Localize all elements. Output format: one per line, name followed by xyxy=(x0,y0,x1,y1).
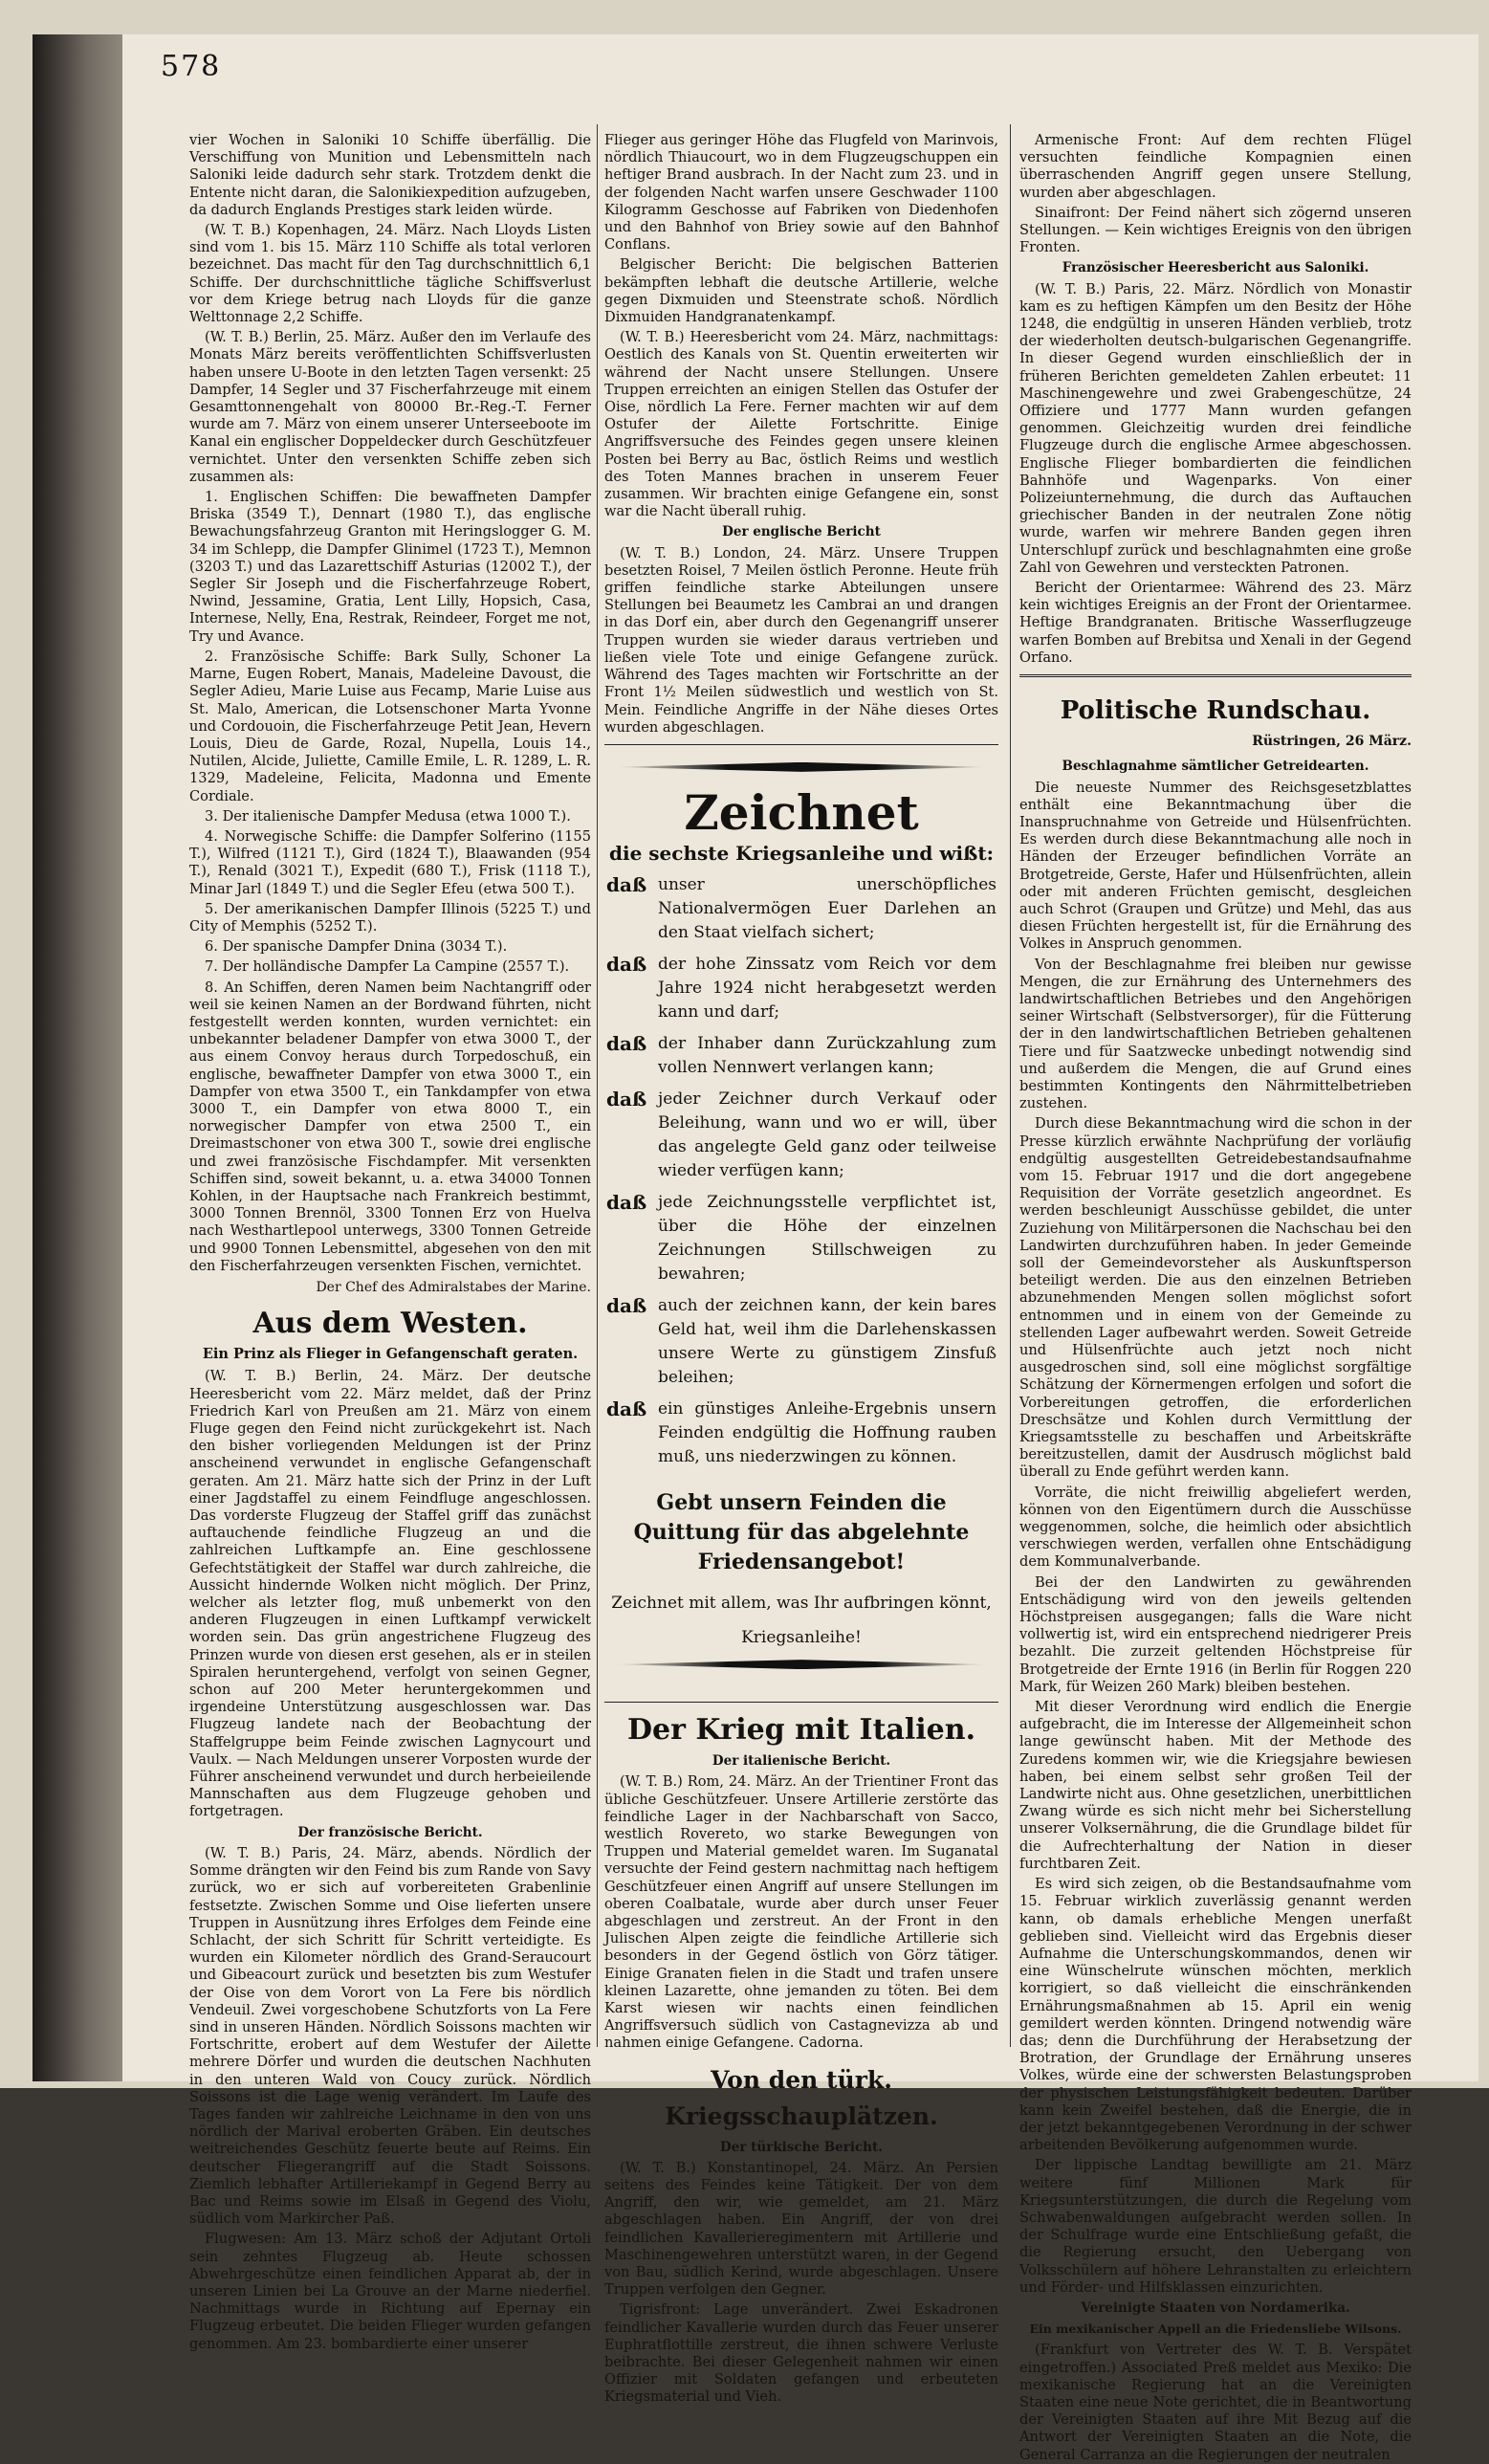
ad-point-text: der hohe Zinssatz vom Reich vor dem Jahre 1924 nicht herabgesetzt werden kann und darf; xyxy=(658,955,996,1023)
article-paragraph: 5. Der amerikanischen Dampfer Illinois (5225 T.) und City of Memphis (5252 T.). xyxy=(189,900,591,935)
article-paragraph: 8. An Schiffen, deren Namen beim Nachtangriff oder weil sie keinen Namen an der Bordwand führten, nicht festgestellt werden konnten, wurden vernichtet: ein unbekannter beladener Dampfer von etwa 3000 T., der aus einem Convoy heraus durch Torpedoschuß, ein englische, bewaffneter Dampfer von etwa 3000 T., ein Dampfer von etwa 3500 T., ein Tankdampfer von etwa 3000 T., ein Dampfer von etwa 8000 T., ein norwegischer Dampfer von etwa 2500 T., ein Dreimastschoner von etwa 300 T., sowie drei englische und zwei französische Fischdampfer. Mit versenkten Schiffen sind, soweit bekannt, u. a. etwa 34000 Tonnen Kohlen, in der Hauptsache nach Frankreich bestimmt, 3000 Tonnen Brennöl, 3300 Tonnen Erz von Huelva nach Westhartlepool unterwegs, 3300 Tonnen Getreide und 9900 Tonnen Lebensmittel, abgesehen von den mit den Fischerfahrzeugen versenkten Fischen, vernichtet. xyxy=(189,979,591,1274)
article-paragraph: 1. Englischen Schiffen: Die bewaffneten Dampfer Briska (3549 T.), Dennart (1980 T.), das englische Bewachungsfahrzeug Granton mit Heringslogger G. M. 34 im Schlepp, die Dampfer Glinimel (1723 T.), Memnon (3203 T.) und das Lazarettschiff Asturias (12002 T.), der Segler Sir Joseph und die Fischerfahrzeuge Robert, Nwind, Jessamine, Gratia, Lent Lilly, Hopsich, Casa, Internese, Nelly, Ena, Restrak, Reindeer, Forget me not, Try und Avance. xyxy=(189,489,591,645)
article-paragraph: 6. Der spanische Dampfer Dnina (3034 T.). xyxy=(205,938,508,956)
article-paragraph: Von der Beschlagnahme frei bleiben nur gewisse Mengen, die zur Ernährung des Unternehmers des landwirtschaftlichen Betriebes und den Angehörigen seiner Wirtschaft (Selbstversorger), für die Fütterung der in den landwirtschaftlichen Betrieben gehaltenen Tiere und für Saatzwecke unbedingt notwendig sind und außerdem die Mengen, die auf Grund eines bestimmten Kontingents den Nährmittelbetrieben zustehen. xyxy=(1019,956,1412,1112)
article-paragraph: (W. T. B.) Berlin, 25. März. Außer den im Verlaufe des Monats März bereits veröffentlichten Schiffsverlusten haben unsere U-Boote in den letzten Tagen versenkt: 25 Dampfer, 14 Segler und 37 Fischerfahrzeuge mit einem Gesamttonnengehalt von 80000 Br.-Reg.-T. Ferner wurde am 7. März von einem unserer Unterseeboote im Kanal ein englischer Doppeldecker durch Geschützfeuer vernichtet. Unter den versenkten Schiffe zeben sich zusammen als: xyxy=(189,329,591,485)
article-paragraph: 4. Norwegische Schiffe: die Dampfer Solferino (1155 T.), Wilfred (1121 T.), Gird (1824 T.), Blaawanden (954 T.), Renald (3021 T.), Expedit (680 T.), Frisk (1118 T.), Minar Jarl (1849 T.) und die Segler Efeu (etwa 500 T.). xyxy=(189,827,591,897)
column-1 xyxy=(189,132,592,2352)
section-heading: Aus dem Westen. xyxy=(252,1307,528,1341)
war-bond-advertisement xyxy=(604,744,998,1703)
column-3 xyxy=(1019,132,1412,2463)
article-paragraph: Flugwesen: Am 13. März schoß der Adjutant Ortoli sein zehntes Flugzeug ab. Heute schossen Abwehrgeschütze einen feindlichen Apparat ab, der in unseren Linien bei La Grouve an der Marne niederfiel. Nachmittags wurde in Richtung auf Epernay ein Flugzeug erbeutet. Die beiden Flieger wurden gefangen genommen. Am 23. bombardierte einer unserer xyxy=(189,2231,591,2352)
article-paragraph: Bericht der Orientarmee: Während des 23. März kein wichtiges Ereignis an der Front der Orientarmee. Heftige Brandgranaten. Britische Wasserflugzeuge warfen Bomben auf Brebitsa und Xenali in der Gegend Orfano. xyxy=(1019,580,1412,666)
ad-point xyxy=(606,1397,996,1469)
article-paragraph: 2. Französische Schiffe: Bark Sully, Schoner La Marne, Eugen Robert, Manais, Madeleine Davoust, die Segler Adieu, Marie Luise aus Fecamp, Marie Luise aus St. Malo, American, die Lotsenschoner Marta Yvonne und Cordouoin, die Fischerfahrzeuge Petit Jean, Hevern Louis, Dieu de Garde, Rozal, Nupella, Louis 14., Nutilen, Alcide, Juliette, Camille Emile, L. R. 1289, L. R. 1329, Madeleine, Felicita, Madonna und Emente Cordiale. xyxy=(189,648,591,804)
section-heading: Der Krieg mit Italien. xyxy=(626,1713,976,1748)
article-paragraph: (W. T. B.) Rom, 24. März. An der Trientiner Front das übliche Geschützfeuer. Unsere Artillerie zerstörte das feindliche Lager in der Nachbarschaft von Sacco, westlich Rovereto, wo starke Bewegungen von Truppen und Material gemeldet waren. Im Suganatal versuchte der Feind gestern nachmittag nach heftigem Geschützfeuer einen Angriff auf unsere Stellungen im oberen Coalbatale, wurde aber durch unser Feuer abgeschlagen und zerstreut. An der Front in den Julischen Alpen zeigte die feindliche Artillerie sich besonders in der Gegend östlich von Görz tätiger. Einige Granaten fielen in die Stadt und trafen unsere kleinen Lazarette, ohne jemanden zu töten. Bei dem Karst wiesen wir nachts einen feindlichen Angriffsversuch südlich von Castagnevizza ab und nahmen einige Gefangene. Cadorna. xyxy=(604,1773,998,2052)
article-paragraph: vier Wochen in Saloniki 10 Schiffe überfällig. Die Verschiffung von Munition und Lebensmitteln nach Saloniki leide dadurch sehr stark. Trotzdem denkt die Entente nicht daran, die Salonikiexpedition aufzugeben, da dadurch Englands Prestiges stark leiden würde. xyxy=(189,132,591,218)
article-paragraph: (W. T. B.) Kopenhagen, 24. März. Nach Lloyds Listen sind vom 1. bis 15. März 110 Schiffe als total verloren bezeichnet. Das macht für den Tag durchschnittlich 6,1 Schiffe. Der durchschnittliche tägliche Schiffsverlust vor dem Kriege betrug nach Lloyds für die ganze Welttonnage 2,2 Schiffe. xyxy=(189,222,591,326)
ad-dass: daß xyxy=(606,1191,647,1215)
ad-dass: daß xyxy=(606,1088,647,1111)
signature: Der Chef des Admiralstabes der Marine. xyxy=(316,1280,591,1295)
page-number: 578 xyxy=(161,50,222,83)
ad-point xyxy=(606,953,996,1024)
column-2 xyxy=(604,132,998,2406)
ad-title: Zeichnet xyxy=(684,783,919,841)
ad-dass: daß xyxy=(606,1294,647,1318)
ad-point xyxy=(606,1294,996,1390)
ad-point-text: jeder Zeichner durch Verkauf oder Beleihung, wann und wo er will, über das angelegte Geld ganz oder teilweise wieder verfügen kann; xyxy=(658,1089,996,1181)
article-subheading: Beschlagnahme sämtlicher Getreidearten. xyxy=(1062,759,1369,775)
article-paragraph: 3. Der italienische Dampfer Medusa (etwa 1000 T.). xyxy=(205,807,571,825)
ad-footer-line: Kriegsanleihe! xyxy=(741,1628,862,1648)
section-heading: Politische Rundschau. xyxy=(1060,696,1371,726)
article-paragraph: (W. T. B.) London, 24. März. Unsere Truppen besetzten Roisel, 7 Meilen östlich Peronne. Heute früh griffen feindliche starke Abteilungen unsere Stellungen bei Beaumetz les Cambrai an und drangen in das Dorf ein, aber durch den Gegenangriff unserer Truppen wurden sie wieder daraus vertrieben und ließen viele Tote und einige Gefangene zurück. Während des Tages machten wir Fortschritte an der Front 1½ Meilen südwestlich und westlich von St. Mein. Feindliche Angriffe in der Nähe dieses Ortes wurden abgeschlagen. xyxy=(604,544,998,736)
article-paragraph: Flieger aus geringer Höhe das Flugfeld von Marinvois, nördlich Thiaucourt, wo in dem Flugzeugschuppen ein heftiger Brand ausbrach. In der Nacht zum 23. und in der folgenden Nacht warfen unsere Geschwader 1100 Kilogramm Geschosse auf Fabriken von Diedenhofen und den Bahnhof von Briey sowie auf den Bahnhof Conflans. xyxy=(604,132,998,253)
article-subheading: Ein Prinz als Flieger in Gefangenschaft geraten. xyxy=(202,1346,579,1363)
ad-footer-line: Zeichnet mit allem, was Ihr aufbringen könnt, xyxy=(611,1594,992,1614)
article-paragraph: Belgischer Bericht: Die belgischen Batterien bekämpften lebhaft die deutsche Artillerie, welche gegen Dixmuiden und Steenstrate schoß. Nördlich Dixmuiden Handgranatenkampf. xyxy=(604,256,998,326)
article-subheading: Der französische Bericht. xyxy=(297,1824,483,1840)
article-paragraph: (W. T. B.) Konstantinopel, 24. März. An Persien seitens des Feindes keine Tätigkeit. Der von dem Angriff, den wir, wie gemeldet, am 21. März abgeschlagen haben. Ein Angriff, der von drei feindlichen Kavallerieregimentern mit Artillerie und Maschinengewehren unterstützt waren, in der Gegend von Bau, südlich Kerind, wurde abgeschlagen. Unsere Truppen verfolgen den Gegner. xyxy=(604,2159,998,2299)
section-heading: Von den türk. Kriegsschauplätzen. xyxy=(665,2065,938,2130)
article-subheading: Ein mexikanischer Appell an die Friedensliebe Wilsons. xyxy=(1029,2321,1402,2337)
ad-dass: daß xyxy=(606,1397,647,1421)
ad-point xyxy=(606,1088,996,1183)
ad-dass: daß xyxy=(606,873,647,897)
ad-dass: daß xyxy=(606,953,647,977)
politics-section xyxy=(1019,674,1412,2464)
article-paragraph: Durch diese Bekanntmachung wird die schon in der Presse kürzlich erwähnte Nachprüfung der vorläufig endgültig ausgestellten Getreidebestandsaufnahme vom 15. Februar 1917 und die dort angegebene Requisition der Vorräte gesetzlich angeordnet. Es werden beschleunigt Ausschüsse gebildet, die unter Zuziehung von Militärpersonen die Nachschau bei den Landwirten durchzuführen haben. In jeder Gemeinde soll der Gemeindevorsteher als Auskunftsperson beteiligt werden. Die aus den einzelnen Betrieben abzunehmenden Mengen sollen möglichst sofort entnommen und in einem von der Gemeinde zu stellenden Lager aufbewahrt werden. Soweit Getreide und Hülsenfrüchte auch jetzt noch nicht ausgedroschen sind, soll eine möglichst sorgfältige Schätzung der Körnermengen erfolgen und sofort die Vorbereitungen getroffen, die erforderlichen Dreschsätze und Kohlen durch Vermittlung der Kriegsamtsstelle zu beschaffen und Arbeitskräfte bereitzustellen, damit der Ausdrusch möglichst bald überall zu Ende geführt werden kann. xyxy=(1019,1115,1412,1481)
ad-dass: daß xyxy=(606,1032,647,1056)
article-subheading: Französischer Heeresbericht aus Saloniki. xyxy=(1062,260,1369,276)
column-rule xyxy=(1010,124,1011,2047)
article-paragraph: (W. T. B.) Berlin, 24. März. Der deutsche Heeresbericht vom 22. März meldet, daß der Prinz Friedrich Karl von Preußen am 21. März von einem Fluge gegen den Feind nicht zurückgekehrt ist. Nach den bisher vorliegenden Meldungen ist der Prinz anscheinend verwundet in englische Gefangenschaft geraten. Am 21. März hatte sich der Prinz in der Luft einer Jagdstaffel zu einem Feindfluge angeschlossen. Das vorderste Flugzeug der Staffel griff das zunächst auftauchende feindliche Flugzeug an und die zahlreichen Luftkampfe an. Eine geschlossene Gefechtstätigkeit der Staffel war durch zahlreiche, die Aussicht hindernde Wolken nicht möglich. Der Prinz, welcher als letzter flog, muß unbemerkt von den anderen Flugzeugen in einen Luftkampf verwickelt worden sein. Das grün angestrichene Flugzeug des Prinzen wurde von diesen erst gesehen, als er in steilen Spiralen heruntergehend, verfolgt von seinen Gegner, schon auf 200 Meter heruntergekommen und irgendeine Unterstützung ausgeschlossen war. Das Flugzeug landete nach der Beobachtung der Staffelgruppe beim Feinde zwischen Lagnycourt und Vaulx. — Nach Meldungen unserer Vorposten wurde der Führer anscheinend verwundet und durch herbeieilende Mannschaften aus dem Flugzeuge gehoben und fortgetragen. xyxy=(189,1368,592,1820)
article-paragraph: (W. T. B.) Paris, 22. März. Nördlich von Monastir kam es zu heftigen Kämpfen um den Besitz der Höhe 1248, die endgültig in unseren Händen verblieb, trotz der wiederholten deutsch-bulgarischen Gegenangriffe. In dieser Gegend wurden einschließlich der in früheren Berichten gemeldeten Zahlen erbeutet: 11 Maschinengewehre und zwei Grabengeschütze, 24 Offiziere und 1777 Mann wurden gefangen genommen. Gleichzeitig wurden drei feindliche Flugzeuge durch die englische Armee abgeschossen. Englische Flieger bombardierten die feindlichen Bahnhöfe und Wagenparks. Von einer Polizeiunternehmung, die durch das Auftauchen griechischer Banden in der neutralen Zone nötig wurde, warfen wir mehrere Banden gegen ihren Unterschlupf zurück und beschlagnahmten eine große Zahl von Gewehren und versteckten Patronen. xyxy=(1019,280,1412,576)
ad-point xyxy=(606,1032,996,1080)
article-subheading: Der englische Bericht xyxy=(722,524,881,540)
article-subheading: Vereinigte Staaten von Nordamerika. xyxy=(1081,2299,1350,2316)
ad-point xyxy=(606,873,996,945)
ad-point xyxy=(606,1191,996,1287)
ad-point-text: der Inhaber dann Zurückzahlung zum vollen Nennwert verlangen kann; xyxy=(658,1034,996,1078)
article-subheading: Der italienische Bericht. xyxy=(712,1753,891,1770)
article-paragraph: Bei der den Landwirten zu gewährenden Entschädigung wird von den jeweils geltenden Höchstpreisen ausgegangen; falls die Ware nicht vollwertig ist, wird ein entsprechend niedrigerer Preis bezahlt. Die zurzeit geltenden Höchstpreise für Brotgetreide der Ernte 1916 (in Berlin für Roggen 220 Mark, für Weizen 260 Mark) bleiben bestehen. xyxy=(1019,1573,1412,1695)
dateline: Rüstringen, 26 März. xyxy=(1252,734,1412,750)
article-paragraph: Die neueste Nummer des Reichsgesetzblattes enthält eine Bekanntmachung über die Inanspruchnahme von Getreide und Hülsenfrüchten. Es werden durch diese Bekanntmachung alle noch in Händen der Erzeuger befindlichen Vorräte an Brotgetreide, Gerste, Hafer und Hülsenfrüchten, allein oder mit anderen Früchten gemischt, desgleichen auch Schrot (Graupen und Grütze) und Mehl, das aus diesen Früchten hergestellt ist, für die Ernährung des Volkes in Anspruch genommen. xyxy=(1019,779,1412,953)
ornament-divider xyxy=(615,762,988,772)
article-paragraph: Vorräte, die nicht freiwillig abgeliefert werden, können von den Eigentümern durch die Ausschüsse weggenommen, solche, die heimlich oder absichtlich verschwiegen werden, verfallen ohne Entschädigung dem Kommunalverbande. xyxy=(1019,1484,1412,1571)
ad-point-text: auch der zeichnen kann, der kein bares Geld hat, weil ihm die Darlehenskassen unsere Werte zu günstigem Zinsfuß beleihen; xyxy=(658,1296,996,1388)
ad-call-to-action: Gebt unsern Feinden die Quittung für das abgelehnte Friedensangebot! xyxy=(633,1490,970,1575)
article-paragraph: Tigrisfront: Lage unverändert. Zwei Eskadronen feindlicher Kavallerie wurden durch das Feuer unserer Euphratflottille zerstreut, die ihnen schwere Verluste beibrachte. Bei dieser Gelegenheit nahmen wir einen Offizier mit Soldaten gefangen und erbeuteten Kriegsmaterial und Vieh. xyxy=(604,2301,998,2406)
ornament-divider xyxy=(615,1660,988,1669)
article-subheading: Der türkische Bericht. xyxy=(720,2139,883,2155)
article-paragraph: (W. T. B.) Heeresbericht vom 24. März, nachmittags: Oestlich des Kanals von St. Quentin erweiterten wir während der Nacht unsere Stellungen. Unsere Truppen erreichten an einigen Stellen das Ostufer der Oise, nördlich La Fere. Ferner machten wir auf dem Ostufer der Ailette Fortschritte. Einige Angriffsversuche des Feindes gegen unsere kleinen Posten bei Berry au Bac, östlich Reims und westlich des Toten Mannes brachen in unserem Feuer zusammen. Wir brachten einige Gefangene ein, sonst war die Nacht überall ruhig. xyxy=(604,329,998,520)
article-paragraph: 7. Der holländische Dampfer La Campine (2557 T.). xyxy=(205,958,570,976)
ad-point-text: ein günstiges Anleihe-Ergebnis unsern Feinden endgültig die Hoffnung rauben muß, uns niederzwingen zu können. xyxy=(658,1399,996,1467)
article-paragraph: Armenische Front: Auf dem rechten Flügel versuchten feindliche Kompagnien einen überraschenden Angriff gegen unsere Stellung, wurden aber abgeschlagen. xyxy=(1019,132,1412,201)
ad-point-text: unser unerschöpfliches Nationalvermögen Euer Darlehen an den Staat vielfach sichert; xyxy=(658,875,996,943)
ad-subtitle: die sechste Kriegsanleihe und wißt: xyxy=(609,841,994,865)
article-paragraph: Sinaifront: Der Feind nähert sich zögernd unseren Stellungen. — Kein wichtiges Ereignis von den übrigen Fronten. xyxy=(1019,204,1412,256)
ad-point-text: jede Zeichnungsstelle verpflichtet ist, über die Höhe der einzelnen Zeichnungen Stillschweigen zu bewahren; xyxy=(658,1193,996,1285)
article-paragraph: Mit dieser Verordnung wird endlich die Energie aufgebracht, die im Interesse der Allgemeinheit schon lange gewünscht haben. Mit der Methode des Zuredens kommen wir, wie die Kriegsjahre bewiesen haben, bei einem selbst sehr großen Teil der Landwirte nicht aus. Ohne gesetzlichen, unerbittlichen Zwang würde es sich nicht mehr bei Sicherstellung unserer Volksernährung, die die Grundlage bildet für die Aufrechterhaltung der Nation in dieser furchtbaren Zeit. xyxy=(1019,1699,1412,1872)
article-paragraph: Der lippische Landtag bewilligte am 21. März weitere fünf Millionen Mark für Kriegsunterstützungen, die durch die Regelung vom Schwabenwaldungen aufgebracht werden sollen. In der Schulfrage wurde eine Entschließung gefaßt, die die Regierung ersucht, den Uebergang von Volksschülern auf höhere Lehranstalten zu erleichtern und Förder- und Hilfsklassen einzurichten. xyxy=(1019,2157,1412,2296)
book-spine xyxy=(33,34,122,2081)
column-rule xyxy=(597,124,598,2047)
article-paragraph: (Frankfurt von Vertreter des W. T. B. Verspätet eingetroffen.) Associated Preß meldet aus Mexiko: Die mexikanische Regierung hat an die Vereinigten Staaten eine neue Note gerichtet, die in Beantwortung der Vereinigten Staaten auf ihre Mit Bezug auf die Antwort der Vereinigten Staaten an die Note, die General Carranza an die Regierungen der neutralen xyxy=(1019,2342,1412,2463)
article-paragraph: (W. T. B.) Paris, 24. März, abends. Nördlich der Somme drängten wir den Feind bis zum Rande von Savy zurück, wo er sich auf vorbereiteten Grabenlinie festsetzte. Zwischen Somme und Oise lieferten unsere Truppen in Ausnützung ihres Erfolges dem Feinde eine Schlacht, der sich Schritt für Schritt verteidigte. Es wurden ein Kilometer nördlich des Grand-Seraucourt und Gibeacourt zurück und besetzten bis zum Westufer der Oise von dem Vorort von La Fere bis nördlich Vendeuil. Zwei vorgeschobene Schutzforts von La Fere sind in unseren Händen. Nördlich Soissons machten wir Fortschritte, erobert auf dem Westufer der Ailette mehrere Dörfer und wurden die deutschen Nachhuten in den unteren Wald von Coucy zurück. Nördlich Soissons ist die Lage wenig verändert. Im Laufe des Tages fanden wir zahlreiche Leichname in den von uns nördlich der Marival eroberten Gräben. Ein deutsches weitreichendes Geschütz feuerte beute auf Reims. Ein deutscher Fliegerangriff auf die Stadt Soissons. Ziemlich lebhafter Artilleriekampf in Gegend Berry au Bac und Reims sowie im Elsaß in Gegend des Violu, südlich vom Markircher Paß. xyxy=(189,1844,591,2228)
article-paragraph: Es wird sich zeigen, ob die Bestandsaufnahme vom 15. Februar wirklich zuverlässig genannt werden kann, ob damals erhebliche Mengen unerfaßt geblieben sind. Vielleicht wird das Ergebnis dieser Aufnahme die Unterschungskommandos, denen wir eine Wünschelrute wünschen möchten, merklich korrigiert, so daß vielleicht die einschränkenden Ernährungsmaßnahmen ab 15. April ein wenig gemildert werden könnten. Dringend notwendig wäre das; denn die Durchführung der Herabsetzung der Brotration, der Grundlage der Ernährung unseres Volkes, würde eine der schwersten Belastungsproben der physischen Leistungsfähigkeit bedeuten. Darüber kann kein Zweifel bestehen, daß die Energie, die in der jetzt bekanntgegebenen Verordnung in der schwer arbeitenden Bevölkerung aufgenommen wurde. xyxy=(1019,1876,1412,2154)
